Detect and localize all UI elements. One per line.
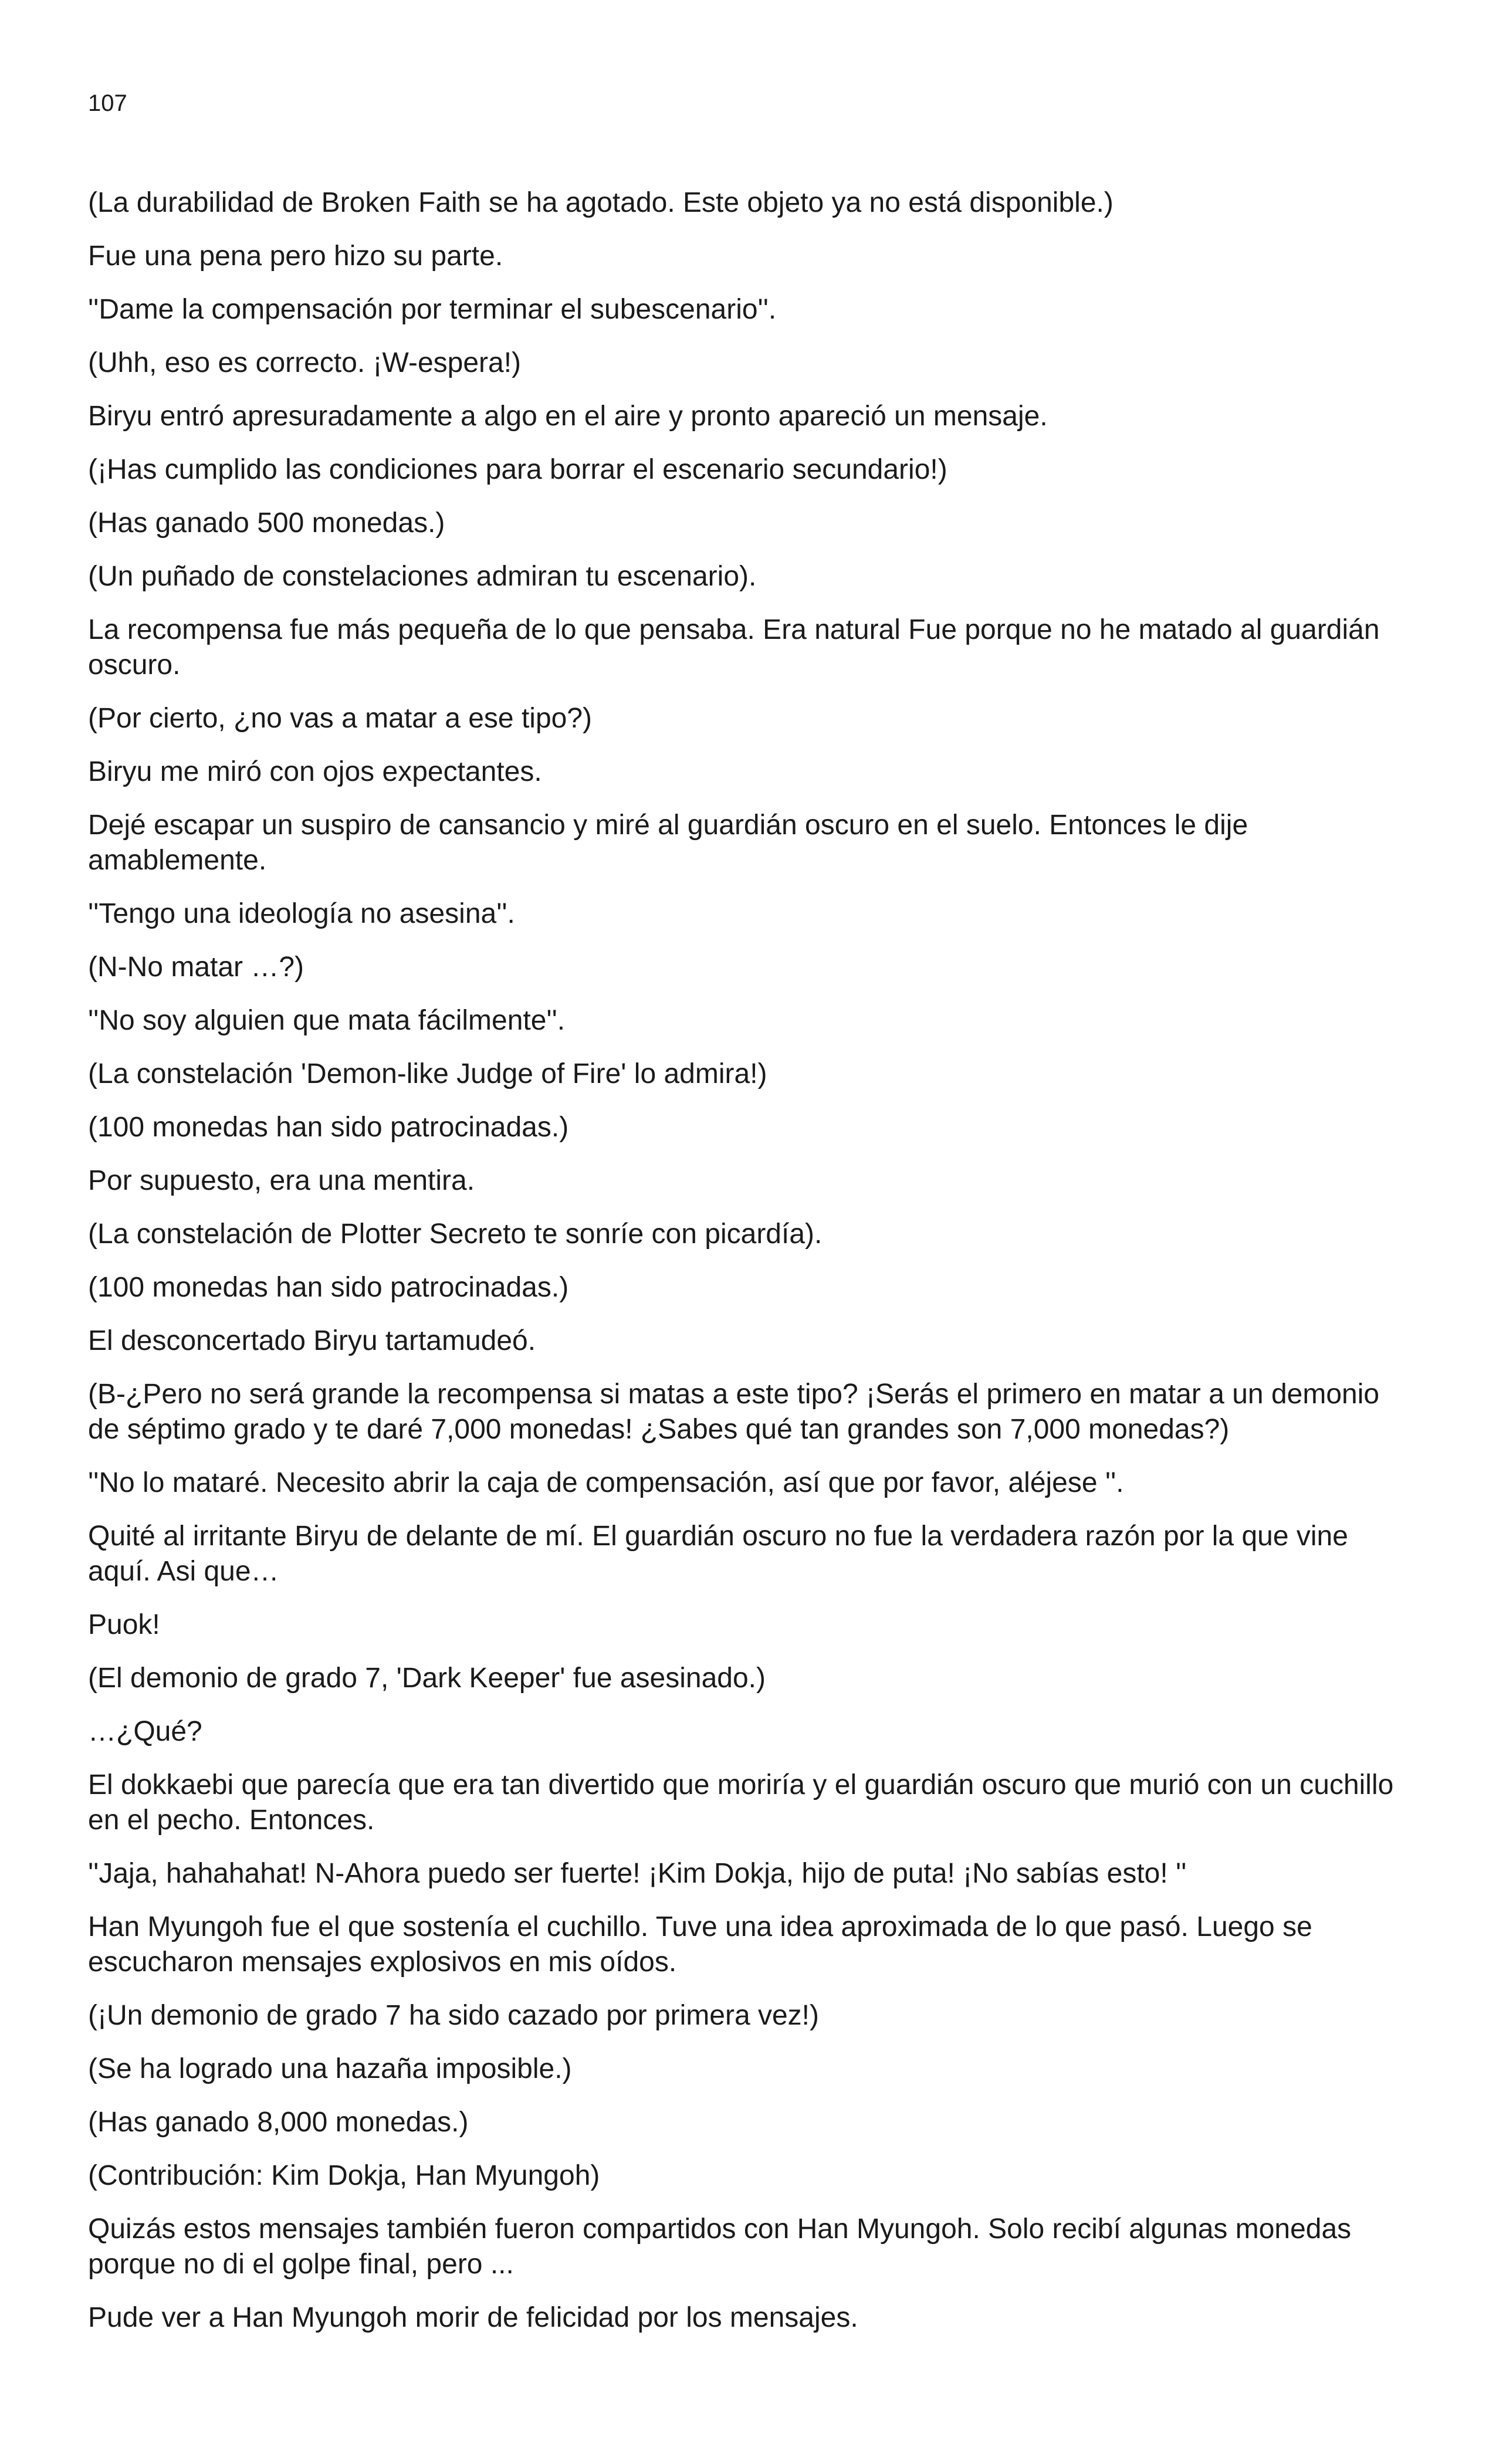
paragraph: ''No soy alguien que mata fácilmente''.: [88, 1005, 566, 1036]
paragraph: (Has ganado 8,000 monedas.): [88, 2107, 469, 2138]
paragraph: Quizás estos mensajes también fueron compartidos con Han Myungoh. Solo recibí algunas monedas porque no di el golpe final, pero ...: [88, 2213, 1352, 2280]
paragraph: (B-¿Pero no será grande la recompensa si matas a este tipo? ¡Serás el primero en matar a un demonio de séptimo grado y te daré 7,000 monedas! ¿Sabes qué tan grandes son 7,000 monedas?): [88, 1379, 1380, 1445]
paragraph: Por supuesto, era una mentira.: [88, 1165, 475, 1196]
paragraph: (Has ganado 500 monedas.): [88, 507, 445, 539]
page-number: 107: [88, 90, 127, 116]
paragraph: La recompensa fue más pequeña de lo que pensaba. Era natural Fue porque no he matado al guardián oscuro.: [88, 614, 1380, 681]
page-body: [88, 185, 1414, 2354]
paragraph: Biryu entró apresuradamente a algo en el aire y pronto apareció un mensaje.: [88, 401, 1048, 432]
paragraph: Dejé escapar un suspiro de cansancio y miré al guardián oscuro en el suelo. Entonces le dije amablemente.: [88, 810, 1248, 876]
paragraph: Quité al irritante Biryu de delante de mí. El guardián oscuro no fue la verdadera razón por la que vine aquí. Asi que…: [88, 1521, 1348, 1587]
paragraph: (Un puñado de constelaciones admiran tu escenario).: [88, 561, 757, 592]
paragraph: (La durabilidad de Broken Faith se ha agotado. Este objeto ya no está disponible.): [88, 187, 1113, 218]
paragraph: (Uhh, eso es correcto. ¡W-espera!): [88, 347, 522, 378]
paragraph: El dokkaebi que parecía que era tan divertido que moriría y el guardián oscuro que murió con un cuchillo en el pecho. Entonces.: [88, 1769, 1394, 1836]
paragraph: (La constelación de Plotter Secreto te sonríe con picardía).: [88, 1219, 823, 1250]
paragraph: (100 monedas han sido patrocinadas.): [88, 1272, 569, 1303]
paragraph: Han Myungoh fue el que sostenía el cuchillo. Tuve una idea aproximada de lo que pasó. Luego se escucharon mensajes explosivos en mis oídos.: [88, 1911, 1312, 1978]
paragraph: (Se ha logrado una hazaña imposible.): [88, 2053, 572, 2084]
paragraph: El desconcertado Biryu tartamudeó.: [88, 1325, 536, 1356]
paragraph: (Por cierto, ¿no vas a matar a ese tipo?): [88, 703, 593, 734]
paragraph: ''Dame la compensación por terminar el subescenario''.: [88, 294, 777, 325]
paragraph: Fue una pena pero hizo su parte.: [88, 241, 503, 272]
paragraph: (Contribución: Kim Dokja, Han Myungoh): [88, 2160, 600, 2191]
paragraph: Puok!: [88, 1609, 160, 1640]
paragraph: Biryu me miró con ojos expectantes.: [88, 756, 542, 787]
paragraph: (¡Has cumplido las condiciones para borrar el escenario secundario!): [88, 454, 947, 485]
paragraph: ''Tengo una ideología no asesina''.: [88, 898, 515, 929]
paragraph: (N-No matar …?): [88, 952, 304, 983]
paragraph: (La constelación 'Demon-like Judge of Fire' lo admira!): [88, 1058, 767, 1089]
paragraph: Pude ver a Han Myungoh morir de felicidad por los mensajes.: [88, 2302, 858, 2333]
paragraph: (100 monedas han sido patrocinadas.): [88, 1112, 569, 1143]
paragraph: (¡Un demonio de grado 7 ha sido cazado por primera vez!): [88, 2000, 819, 2031]
paragraph: ''No lo mataré. Necesito abrir la caja de compensación, así que por favor, aléjese ''.: [88, 1467, 1124, 1498]
paragraph: …¿Qué?: [88, 1716, 202, 1747]
paragraph: (El demonio de grado 7, 'Dark Keeper' fue asesinado.): [88, 1663, 766, 1694]
paragraph: ''Jaja, hahahahat! N-Ahora puedo ser fuerte! ¡Kim Dokja, hijo de puta! ¡No sabías esto! '': [88, 1858, 1187, 1889]
